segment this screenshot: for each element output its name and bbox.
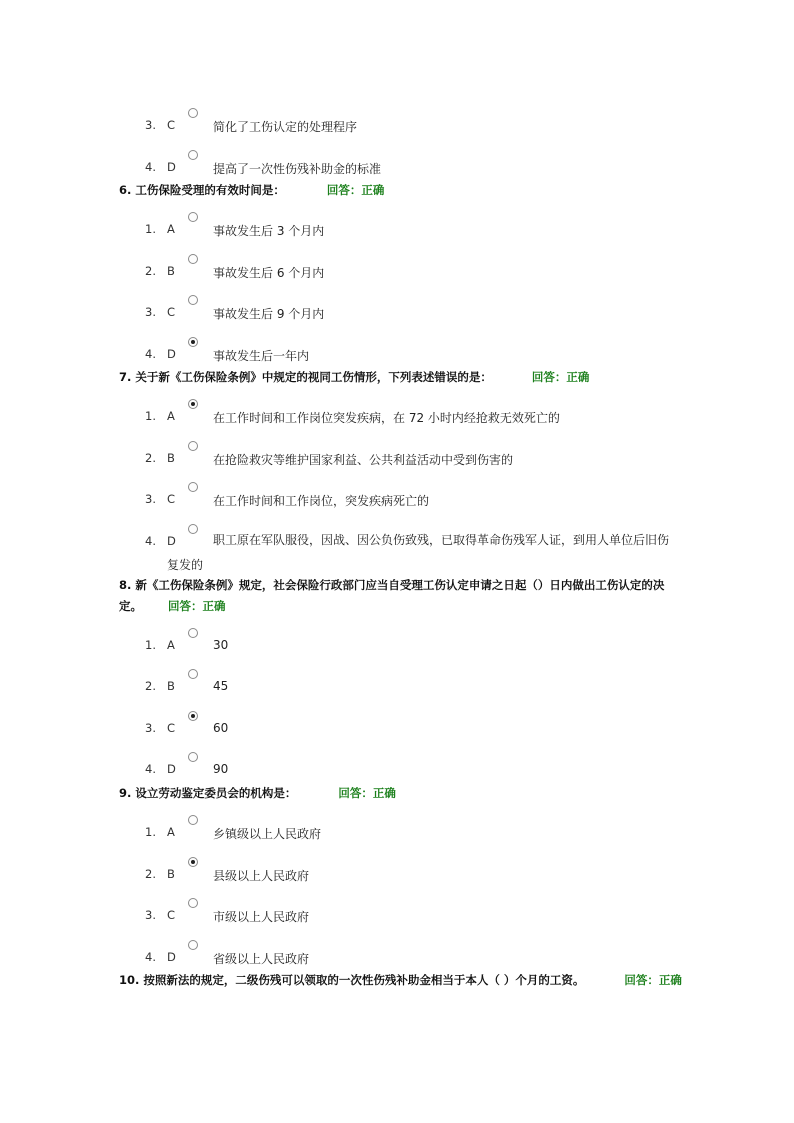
option-number: 1. [145, 638, 156, 652]
radio-button[interactable] [188, 628, 198, 638]
radio-button[interactable] [188, 482, 198, 492]
option-number: 4. [145, 347, 156, 361]
option-text: 事故发生后 9 个月内 [213, 307, 325, 321]
radio-button[interactable] [188, 524, 198, 534]
option-letter: D [167, 347, 176, 361]
option-number: 2. [145, 451, 156, 465]
option-number: 4. [145, 950, 156, 964]
option-text: 事故发生后 6 个月内 [213, 266, 325, 280]
option-text: 市级以上人民政府 [213, 910, 310, 924]
answer-status: 回答：正确 [338, 786, 396, 800]
radio-button-selected[interactable] [188, 857, 198, 867]
option-number: 4. [145, 762, 156, 776]
option-text: 县级以上人民政府 [213, 869, 310, 883]
option-text [167, 528, 673, 578]
question-text: 7. 关于新《工伤保险条例》中规定的视同工伤情形，下列表述错误的是： [119, 370, 492, 384]
question-7-title [119, 367, 589, 388]
option-letter: B [167, 679, 175, 693]
option-letter: B [167, 867, 175, 881]
option-text-line1: 职工原在军队服役，因战、因公负伤致残，已取得革命伤残军人证，到用人单位后旧伤 [213, 533, 670, 547]
option-letter: C [167, 305, 176, 319]
radio-button[interactable] [188, 441, 198, 451]
option-number: 3. [145, 305, 156, 319]
option-text: 乡镇级以上人民政府 [213, 827, 322, 841]
radio-button[interactable] [188, 108, 198, 118]
option-text: 事故发生后 3 个月内 [213, 224, 325, 238]
option-letter: B [167, 264, 175, 278]
option-number: 1. [145, 825, 156, 839]
radio-button-selected[interactable] [188, 337, 198, 347]
option-letter: B [167, 451, 175, 465]
option-number: 4. [145, 160, 156, 174]
option-text: 在工作时间和工作岗位突发疾病，在 72 小时内经抢救无效死亡的 [213, 411, 560, 425]
option-number: 1. [145, 222, 156, 236]
question-10-title [119, 970, 684, 991]
option-letter: D [167, 950, 176, 964]
option-letter: C [167, 721, 176, 735]
option-text: 省级以上人民政府 [213, 952, 310, 966]
radio-button[interactable] [188, 815, 198, 825]
option-number: 3. [145, 721, 156, 735]
radio-button[interactable] [188, 669, 198, 679]
option-letter: A [167, 825, 175, 839]
radio-button[interactable] [188, 940, 198, 950]
option-letter: A [167, 222, 175, 236]
option-letter: D [167, 762, 176, 776]
radio-button-selected[interactable] [188, 399, 198, 409]
radio-button[interactable] [188, 898, 198, 908]
option-letter: C [167, 492, 176, 506]
question-text: 9. 设立劳动鉴定委员会的机构是： [119, 786, 297, 800]
radio-button[interactable] [188, 295, 198, 305]
option-letter: A [167, 409, 175, 423]
option-number: 3. [145, 118, 156, 132]
radio-button[interactable] [188, 752, 198, 762]
option-text-line2: 复发的 [167, 558, 204, 572]
question-text: 10. 按照新法的规定，二级伤残可以领取的一次性伤残补助金相当于本人（ ）个月的工资。 [119, 973, 585, 987]
option-letter: A [167, 638, 175, 652]
option-text: 45 [213, 679, 229, 693]
option-letter: D [167, 160, 176, 174]
option-number: 2. [145, 264, 156, 278]
option-letter: C [167, 908, 176, 922]
option-text: 30 [213, 638, 229, 652]
question-text: 6. 工伤保险受理的有效时间是： [119, 183, 285, 197]
answer-status: 回答：正确 [326, 183, 385, 197]
answer-status: 回答：正确 [531, 370, 590, 384]
answer-status: 回答：正确 [624, 973, 682, 987]
answer-status: 回答：正确 [168, 599, 226, 613]
radio-button[interactable] [188, 150, 198, 160]
option-text: 在抢险救灾等维护国家利益、公共利益活动中受到伤害的 [213, 453, 514, 467]
question-8-title [119, 575, 684, 617]
option-letter: C [167, 118, 176, 132]
option-text: 事故发生后一年内 [213, 349, 310, 363]
option-number: 2. [145, 679, 156, 693]
option-text: 在工作时间和工作岗位，突发疾病死亡的 [213, 494, 430, 508]
option-text: 60 [213, 721, 229, 735]
option-number: 3. [145, 492, 156, 506]
radio-button-selected[interactable] [188, 711, 198, 721]
option-number: 2. [145, 867, 156, 881]
option-number: 1. [145, 409, 156, 423]
option-number: 3. [145, 908, 156, 922]
option-text: 简化了工伤认定的处理程序 [213, 120, 358, 134]
option-text: 90 [213, 762, 229, 776]
option-text: 提高了一次性伤残补助金的标准 [213, 162, 382, 176]
option-letter: D [167, 534, 176, 548]
radio-button[interactable] [188, 254, 198, 264]
question-text: 8. 新《工伤保险条例》规定，社会保险行政部门应当自受理工伤认定申请之日起（）日内做出工伤认定的决定。 [119, 578, 665, 613]
question-9-title [119, 783, 396, 804]
question-6-title [119, 180, 384, 201]
radio-button[interactable] [188, 212, 198, 222]
option-number: 4. [145, 534, 156, 548]
